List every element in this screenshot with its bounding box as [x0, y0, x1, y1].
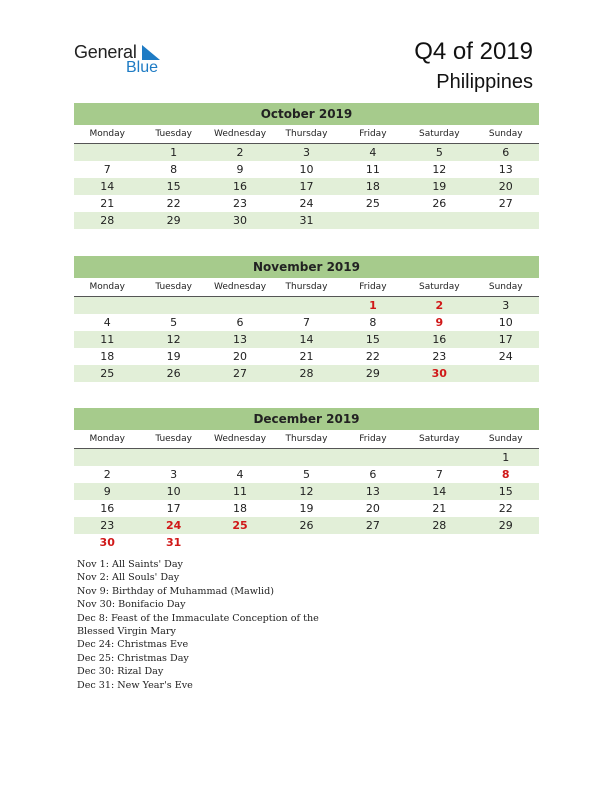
- day-cell: 18: [233, 502, 248, 515]
- holiday-note: Dec 30: Rizal Day: [77, 666, 164, 678]
- holiday-date: 24: [165, 519, 182, 532]
- weekday-label: Thursday: [285, 129, 328, 139]
- day-cell: 21: [299, 350, 314, 363]
- day-cell: 22: [498, 502, 513, 515]
- day-cell: 14: [432, 485, 447, 498]
- country-subtitle: Philippines: [436, 71, 533, 93]
- logo-text-general: General: [74, 42, 137, 62]
- day-cell: 24: [299, 197, 314, 210]
- month-calendar: [74, 103, 539, 229]
- weekday-label: Friday: [359, 282, 387, 292]
- weekday-label: Wednesday: [214, 282, 267, 292]
- day-cell: 13: [233, 333, 248, 346]
- holiday-note: Nov 9: Birthday of Muhammad (Mawlid): [77, 585, 274, 597]
- day-cell: 24: [498, 350, 513, 363]
- day-cell: [207, 534, 273, 551]
- day-cell: 9: [236, 163, 244, 176]
- day-cell: 8: [369, 316, 377, 329]
- week-row: [74, 144, 539, 161]
- day-cell: 12: [299, 485, 314, 498]
- day-cell: [74, 297, 140, 314]
- day-cell: 11: [365, 163, 380, 176]
- day-cell: 29: [498, 519, 513, 532]
- day-cell: 15: [365, 333, 380, 346]
- day-cell: 19: [166, 350, 181, 363]
- day-cell: 3: [170, 468, 178, 481]
- day-cell: 12: [166, 333, 181, 346]
- day-cell: [74, 449, 140, 466]
- day-cell: 19: [432, 180, 447, 193]
- day-cell: 17: [498, 333, 513, 346]
- day-cell: 20: [498, 180, 513, 193]
- weekday-label: Saturday: [419, 282, 460, 292]
- logo-text-blue: Blue: [126, 59, 159, 76]
- day-cell: [273, 534, 339, 551]
- weekday-label: Monday: [89, 434, 125, 444]
- day-cell: 29: [166, 214, 181, 227]
- week-row: [74, 212, 539, 229]
- day-cell: [473, 534, 539, 551]
- weekday-header-row: [74, 278, 539, 297]
- weekday-label: Sunday: [488, 282, 523, 292]
- day-cell: 28: [100, 214, 115, 227]
- day-cell: 18: [100, 350, 115, 363]
- day-cell: 20: [365, 502, 380, 515]
- day-cell: [74, 144, 140, 161]
- day-cell: 10: [166, 485, 181, 498]
- day-cell: 6: [502, 146, 510, 159]
- day-cell: 21: [432, 502, 447, 515]
- day-cell: 20: [233, 350, 248, 363]
- day-cell: 14: [100, 180, 115, 193]
- day-cell: 2: [103, 468, 111, 481]
- weekday-label: Tuesday: [155, 129, 192, 139]
- day-cell: 16: [432, 333, 447, 346]
- holiday-date: 9: [435, 316, 444, 329]
- day-cell: 6: [236, 316, 244, 329]
- weekday-label: Monday: [89, 282, 125, 292]
- day-cell: [406, 212, 472, 229]
- weekday-label: Tuesday: [155, 282, 192, 292]
- day-cell: 26: [299, 519, 314, 532]
- day-cell: [340, 212, 406, 229]
- holiday-date: 25: [232, 519, 248, 532]
- weekday-label: Friday: [359, 129, 387, 139]
- month-title: November 2019: [74, 256, 539, 278]
- day-cell: [406, 534, 472, 551]
- day-cell: [473, 212, 539, 229]
- day-cell: 1: [502, 451, 510, 464]
- day-cell: 23: [100, 519, 115, 532]
- day-cell: 2: [236, 146, 244, 159]
- holiday-note: Nov 1: All Saints' Day: [77, 559, 183, 570]
- day-cell: 28: [299, 367, 314, 380]
- weekday-label: Sunday: [488, 434, 523, 444]
- weekday-label: Wednesday: [214, 129, 267, 139]
- day-cell: [207, 297, 273, 314]
- day-cell: 21: [100, 197, 115, 210]
- day-cell: 16: [100, 502, 115, 515]
- weekday-label: Saturday: [419, 129, 460, 139]
- holiday-note: Dec 25: Christmas Day: [77, 652, 189, 664]
- day-cell: 26: [166, 367, 181, 380]
- week-row: [74, 466, 539, 483]
- weekday-label: Friday: [359, 434, 387, 444]
- week-row: [74, 314, 539, 331]
- day-cell: 17: [299, 180, 314, 193]
- day-cell: [340, 534, 406, 551]
- day-cell: 11: [233, 485, 248, 498]
- generalblue-logo: [74, 42, 174, 78]
- day-cell: [140, 297, 206, 314]
- weekday-label: Wednesday: [214, 434, 267, 444]
- holiday-date: 30: [431, 367, 447, 380]
- day-cell: 27: [233, 367, 248, 380]
- day-cell: 26: [432, 197, 447, 210]
- week-row: [74, 365, 539, 382]
- page-title: Q4 of 2019: [414, 38, 533, 65]
- holiday-date: 8: [501, 468, 510, 481]
- day-cell: [406, 449, 472, 466]
- week-row: [74, 517, 539, 534]
- week-row: [74, 297, 539, 314]
- day-cell: [340, 449, 406, 466]
- day-cell: 10: [299, 163, 314, 176]
- holiday-note: Dec 8: Feast of the Immaculate Conception of the: [77, 612, 319, 624]
- weekday-header-row: [74, 125, 539, 144]
- day-cell: 3: [302, 146, 310, 159]
- holiday-note: Nov 30: Bonifacio Day: [77, 599, 186, 611]
- day-cell: 30: [233, 214, 248, 227]
- day-cell: 6: [369, 468, 377, 481]
- holiday-list: [77, 558, 319, 692]
- weekday-label: Sunday: [488, 129, 523, 139]
- day-cell: 16: [233, 180, 248, 193]
- day-cell: 13: [498, 163, 513, 176]
- day-cell: [273, 449, 339, 466]
- week-row: [74, 500, 539, 517]
- month-title: October 2019: [74, 103, 539, 125]
- day-cell: 28: [432, 519, 447, 532]
- day-cell: 31: [299, 214, 314, 227]
- day-cell: 7: [103, 163, 111, 176]
- month-title: December 2019: [74, 408, 539, 430]
- month-calendar: [74, 256, 539, 382]
- week-row: [74, 534, 539, 551]
- day-cell: 14: [299, 333, 314, 346]
- holiday-date: 2: [435, 299, 444, 312]
- month-calendar: [74, 408, 539, 551]
- day-cell: 9: [103, 485, 111, 498]
- holiday-note: Nov 2: All Souls' Day: [77, 572, 180, 584]
- day-cell: 27: [365, 519, 380, 532]
- day-cell: 7: [435, 468, 443, 481]
- holiday-note: Blessed Virgin Mary: [77, 626, 176, 638]
- day-cell: 22: [166, 197, 181, 210]
- week-row: [74, 331, 539, 348]
- day-cell: 5: [170, 316, 178, 329]
- day-cell: 1: [170, 146, 178, 159]
- week-row: [74, 348, 539, 365]
- day-cell: 18: [365, 180, 380, 193]
- day-cell: [273, 297, 339, 314]
- day-cell: 15: [498, 485, 513, 498]
- day-cell: 5: [302, 468, 310, 481]
- week-row: [74, 161, 539, 178]
- weekday-header-row: [74, 430, 539, 449]
- day-cell: 15: [166, 180, 181, 193]
- day-cell: 29: [365, 367, 380, 380]
- day-cell: 7: [302, 316, 310, 329]
- week-row: [74, 178, 539, 195]
- day-cell: [473, 365, 539, 382]
- holiday-date: 30: [99, 536, 115, 549]
- week-row: [74, 449, 539, 466]
- day-cell: 13: [365, 485, 380, 498]
- day-cell: 4: [236, 468, 244, 481]
- day-cell: 10: [498, 316, 513, 329]
- holiday-date: 31: [165, 536, 182, 549]
- holiday-date: 1: [369, 299, 377, 312]
- day-cell: 8: [170, 163, 178, 176]
- day-cell: 11: [100, 333, 115, 346]
- day-cell: 25: [100, 367, 115, 380]
- holiday-note: Dec 24: Christmas Eve: [77, 639, 189, 651]
- day-cell: [207, 449, 273, 466]
- day-cell: 5: [435, 146, 443, 159]
- day-cell: 12: [432, 163, 447, 176]
- weekday-label: Thursday: [285, 434, 328, 444]
- day-cell: 22: [365, 350, 380, 363]
- holiday-note: Dec 31: New Year's Eve: [77, 679, 193, 691]
- day-cell: [140, 449, 206, 466]
- week-row: [74, 483, 539, 500]
- day-cell: 19: [299, 502, 314, 515]
- weekday-label: Thursday: [285, 282, 328, 292]
- day-cell: 23: [233, 197, 248, 210]
- week-row: [74, 195, 539, 212]
- weekday-label: Monday: [89, 129, 125, 139]
- day-cell: 17: [166, 502, 181, 515]
- day-cell: 3: [502, 299, 510, 312]
- day-cell: 23: [432, 350, 447, 363]
- weekday-label: Tuesday: [155, 434, 192, 444]
- day-cell: 27: [498, 197, 513, 210]
- day-cell: 4: [103, 316, 111, 329]
- weekday-label: Saturday: [419, 434, 460, 444]
- day-cell: 25: [365, 197, 380, 210]
- day-cell: 4: [369, 146, 377, 159]
